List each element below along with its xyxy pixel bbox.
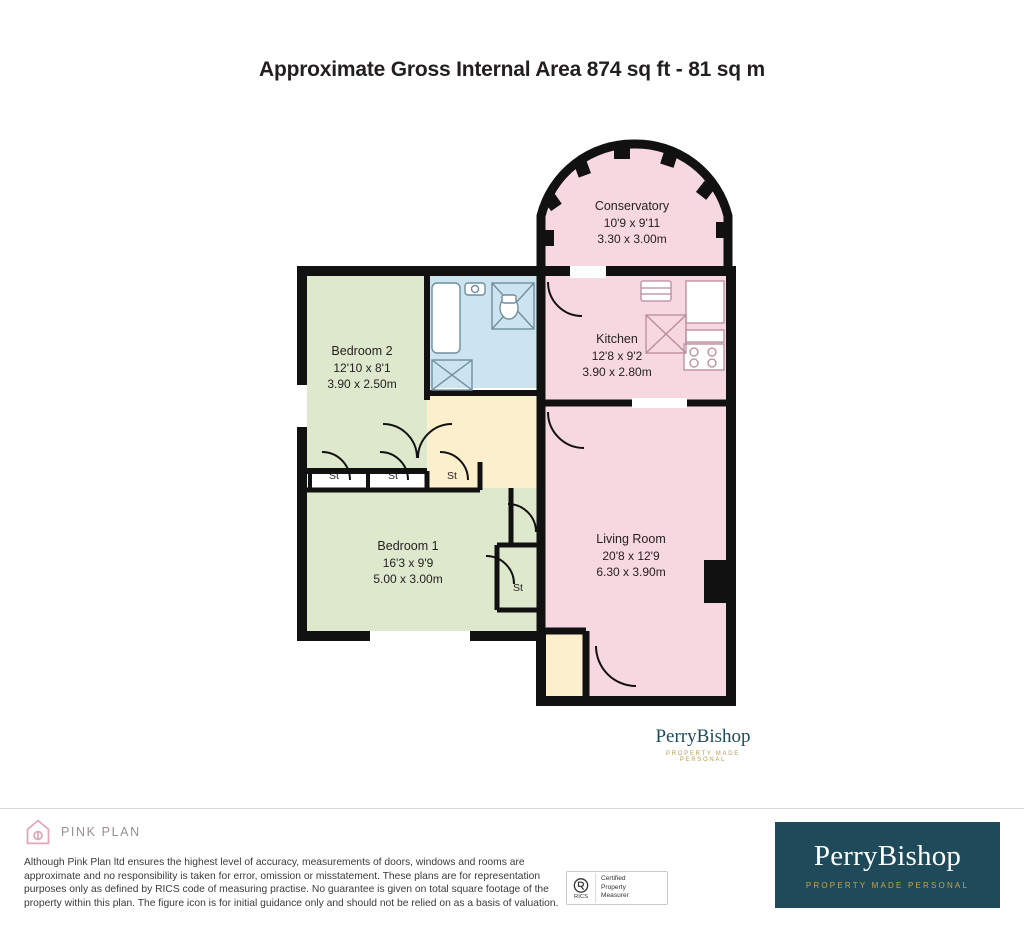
plan-brand-tagline: PROPERTY MADE PERSONAL [666, 751, 740, 763]
room-fills [307, 147, 726, 696]
footer-divider [0, 808, 1024, 809]
rics-mark-svg [571, 877, 591, 899]
rics-line3: Measurer [601, 892, 629, 900]
brand-name-first: Perry [813, 840, 878, 872]
pinkplan-logo [24, 818, 141, 846]
room-dim-m-living: 6.30 x 3.90m [596, 565, 666, 579]
room-dim-ft-bedroom2: 12'10 x 8'1 [333, 361, 391, 375]
plan-brand-watermark [648, 726, 758, 763]
perrybishop-logo [775, 822, 1000, 908]
brand-name-second: Bishop [877, 840, 962, 872]
rics-badge [566, 871, 668, 905]
room-dim-m-bedroom2: 3.90 x 2.50m [327, 377, 397, 391]
room-dim-m-bedroom1: 5.00 x 3.00m [373, 572, 443, 586]
room-name-conservatory: Conservatory [594, 199, 670, 213]
room-name-living: Living Room [596, 532, 666, 546]
rics-line2: Property [601, 883, 626, 891]
storage-label-2: St [388, 470, 398, 482]
rics-logo-icon [567, 873, 596, 903]
house-icon [24, 818, 52, 846]
room-dim-ft-living: 20'8 x 12'9 [602, 549, 660, 563]
storage-label-3: St [447, 470, 457, 482]
room-dim-ft-conservatory: 10'9 x 9'11 [603, 216, 661, 230]
room-dim-m-kitchen: 3.90 x 2.80m [582, 365, 652, 379]
pinkplan-label: PINK PLAN [61, 825, 141, 839]
plan-brand-name-second: Bishop [696, 726, 751, 747]
plan-brand-name-first: Perry [655, 726, 697, 747]
page-title: Approximate Gross Internal Area 874 sq ft - 81 sq m [258, 58, 766, 81]
storage-label-4: St [513, 582, 523, 594]
disclaimer-text: Although Pink Plan ltd ensures the highest level of accuracy, measurements of doors, windows and rooms are approximate and no responsibility is taken for error, omission or misstatement. These plans are for representation purposes only as defined by RICS code of measuring practise. No guarantee is given on total square footage of the property within this plan. The figure icon is for initial guidance only and should not be relied on as a basis of valuation. [24, 857, 559, 909]
porch-fill [541, 631, 586, 696]
room-name-kitchen: Kitchen [596, 332, 638, 346]
rics-line1: Certified [601, 875, 626, 883]
rics-text [596, 875, 629, 901]
storage-label-1: St [329, 470, 339, 482]
brand-tagline: PROPERTY MADE PERSONAL [805, 881, 970, 890]
room-name-bedroom1: Bedroom 1 [377, 539, 439, 553]
hallway-fill-2 [307, 396, 427, 471]
hallway-fill [427, 396, 541, 488]
rics-abbr: RICS [574, 894, 588, 899]
plan-brand-name [648, 726, 758, 748]
room-name-bedroom2: Bedroom 2 [331, 344, 393, 358]
room-dim-m-conservatory: 3.30 x 3.00m [597, 232, 667, 246]
brand-name [814, 840, 961, 873]
room-dim-ft-kitchen: 12'8 x 9'2 [591, 349, 643, 363]
room-dim-ft-bedroom1: 16'3 x 9'9 [382, 556, 434, 570]
